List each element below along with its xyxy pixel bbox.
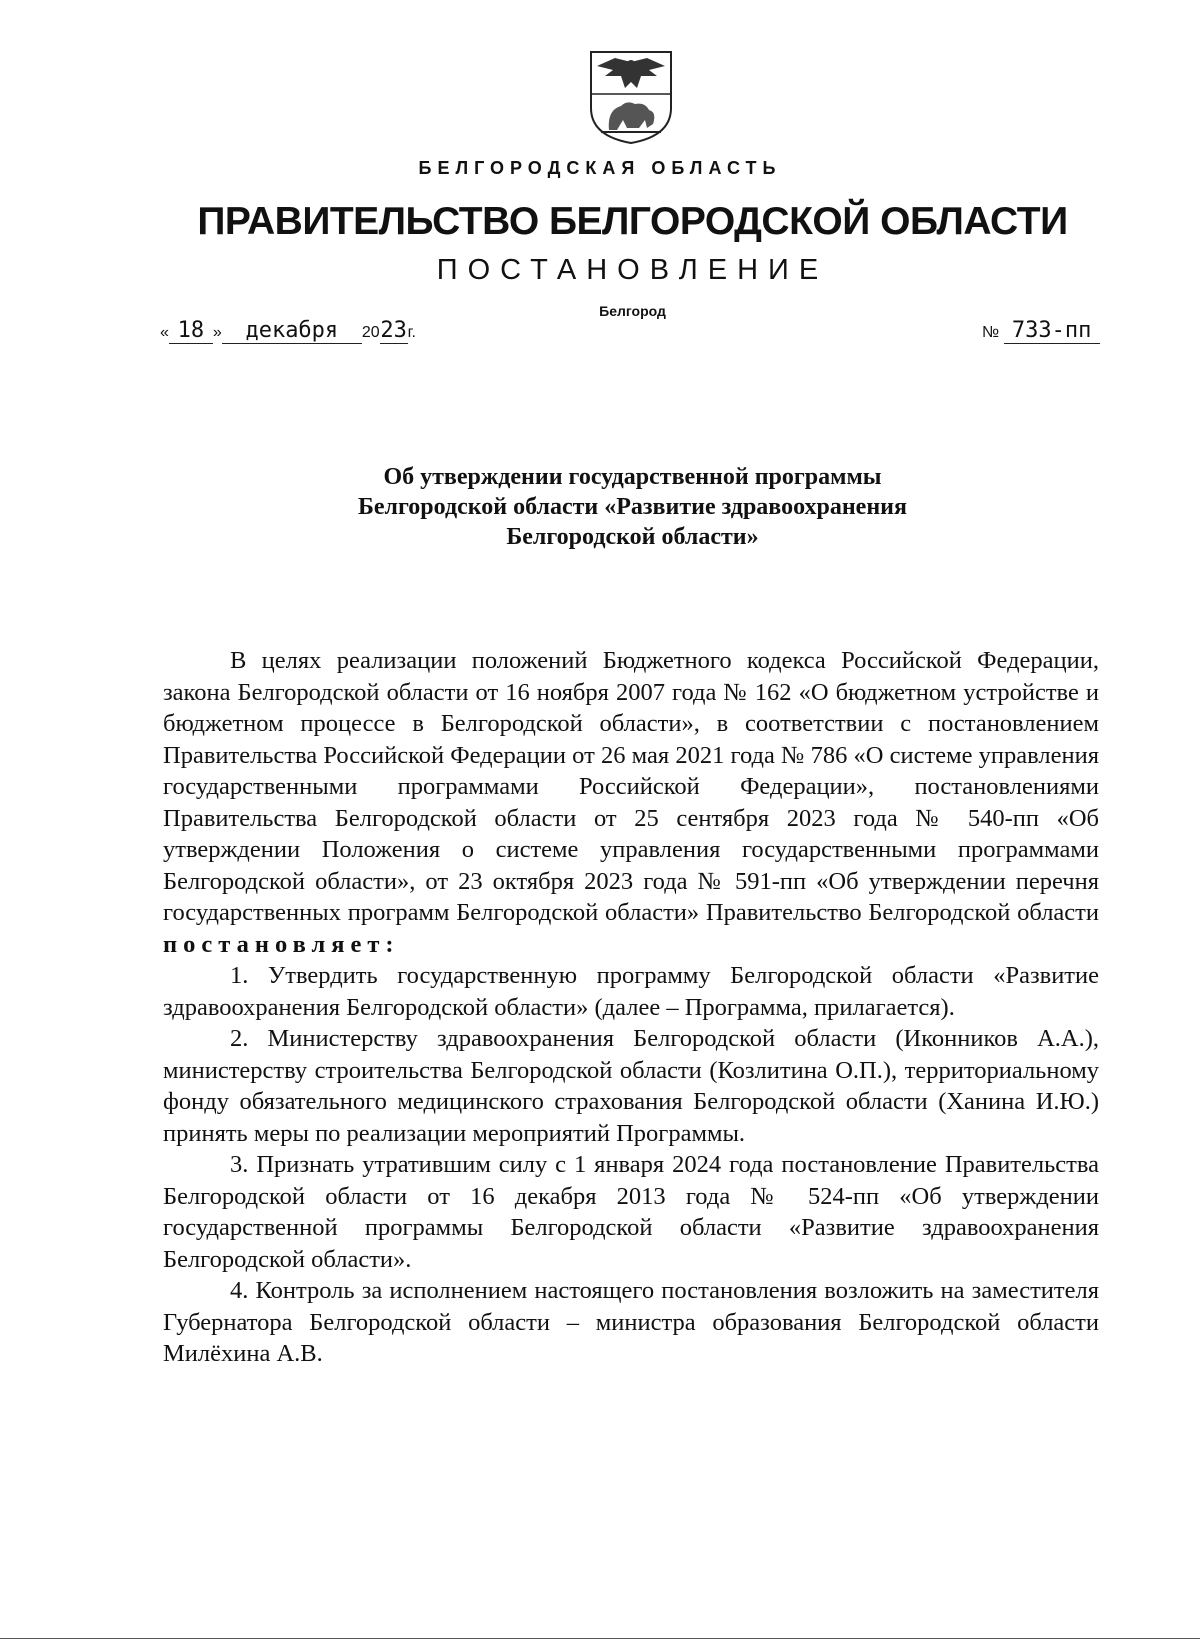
number-label: №	[982, 324, 1000, 341]
intro-paragraph	[163, 645, 1099, 960]
page-bottom-border	[0, 1638, 1200, 1639]
title-line-3: Белгородской области»	[506, 524, 759, 550]
resolves-word: постановляет:	[163, 930, 400, 958]
number-value: 733-пп	[1004, 318, 1100, 344]
coat-of-arms-icon	[587, 48, 675, 146]
title-line-2: Белгородской области «Развитие здравоохранения	[358, 494, 907, 520]
date-close-quote: »	[212, 324, 222, 341]
date-suffix: г.	[407, 324, 416, 341]
city-name: Белгород	[599, 303, 666, 319]
document-type: ПОСТАНОВЛЕНИЕ	[436, 254, 829, 286]
document-body	[163, 645, 1099, 1370]
intro-text: В целях реализации положений Бюджетного кодекса Российской Федерации, закона Белгородской области от 16 ноября 2007 года № 162 «О бюджетном устройстве и бюджетном процессе в Белгородской области», в соответствии с постановлением Правительства Российской Федерации от 26 мая 2021 года № 786 «О системе управления государственными программами Российской Федерации», постановлениями Правительства Белгородской области от 25 сентября 2023 года № 540-пп «Об утверждении Положения о системе управления государственными программами Белгородской области», от 23 октября 2023 года № 591-пп «Об утверждении перечня государственных программ Белгородской области» Правительство Белгородской области	[163, 647, 1099, 926]
title-line-1: Об утверждении государственной программы	[383, 464, 882, 490]
item-4: 4. Контроль за исполнением настоящего постановления возложить на заместителя Губернатора Белгородской области – министра образования Белгородской области Милёхина А.В.	[163, 1277, 1099, 1367]
item-1: 1. Утвердить государственную программу Белгородской области «Развитие здравоохранения Белгородской области» (далее – Программа, прилагается).	[163, 962, 1099, 1021]
date-century: 20	[361, 324, 380, 341]
region-name: БЕЛГОРОДСКАЯ ОБЛАСТЬ	[418, 158, 782, 178]
government-name: ПРАВИТЕЛЬСТВО БЕЛГОРОДСКОЙ ОБЛАСТИ	[197, 200, 1068, 243]
date-open-quote: «	[160, 324, 169, 341]
item-3: 3. Признать утратившим силу с 1 января 2024 года постановление Правительства Белгородской области от 16 декабря 2013 года № 524-пп «Об утверждении государственной программы Белгородской области «Развитие здравоохранения Белгородской области».	[163, 1151, 1099, 1273]
document-date	[160, 318, 416, 344]
item-2: 2. Министерству здравоохранения Белгородской области (Иконников А.А.), министерству строительства Белгородской области (Козлитина О.П.), территориальному фонду обязательного медицинского страхования Белгородской области (Ханина И.Ю.) принять меры по реализации мероприятий Программы.	[163, 1025, 1099, 1147]
date-month: декабря	[222, 318, 362, 344]
document-title	[0, 462, 1200, 552]
date-day: 18	[169, 318, 213, 344]
date-year: 23	[380, 318, 407, 343]
coat-of-arms-emblem	[587, 48, 675, 146]
document-number	[982, 318, 1100, 344]
